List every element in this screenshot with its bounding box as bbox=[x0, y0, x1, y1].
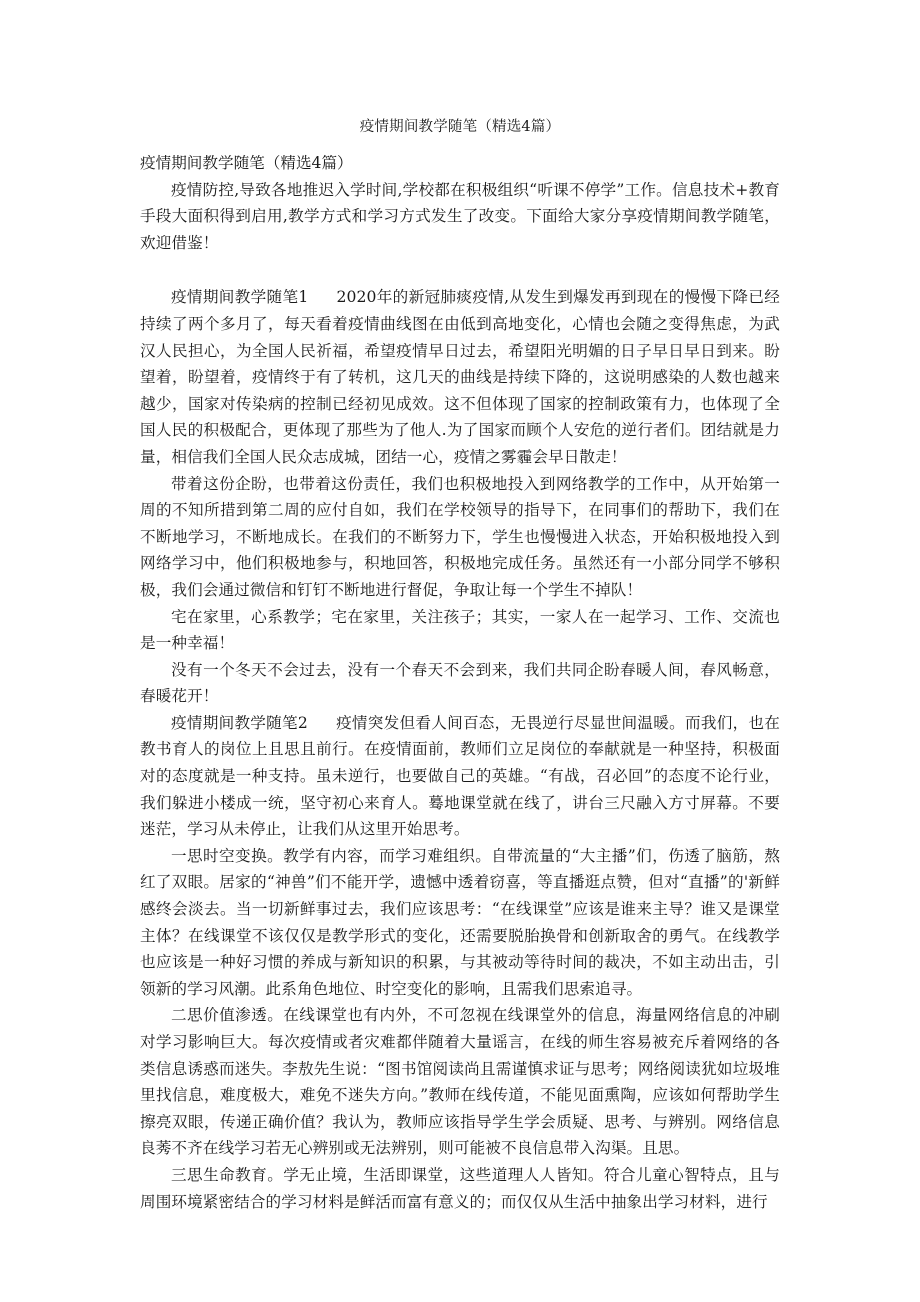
essay-1-paragraph-3: 宅在家里，心系教学；宅在家里，关注孩子；其实，一家人在一起学习、工作、交流也是一种幸福！ bbox=[140, 607, 780, 653]
essay-1-paragraph-2: 带着这份企盼，也带着这份责任，我们也积极地投入到网络教学的工作中，从开始第一周的不知所措到第二周的应付自如，我们在学校领导的指导下，在同事们的帮助下，我们在不断地学习，不断地成长。在我们的不断努力下，学生也慢慢进入状态，开始积极地投入到网络学习中，他们积极地参与，积地回答，积极地完成任务。虽然还有一小部分同学不够积极，我们会通过微信和钉钉不断地进行督促，争取让每一个学生不掉队！ bbox=[140, 474, 780, 599]
essay-2-heading: 疫情期间教学随笔2 bbox=[171, 713, 308, 732]
essay-2-opening-text: 疫情突发但看人间百态，无畏逆行尽显世间温暖。而我们，也在教书育人的岗位上且思且前行。在疫情面前，教师们立足岗位的奉献就是一种坚持，积极面对的态度就是一种支持。虽未逆行，也要做自己的英雄。“有战，召必回”的态度不论行业，我们躲进小楼成一统，坚守初心来育人。蓦地课堂就在线了，讲台三尺融入方寸屏幕。不要迷茫，学习从未停止，让我们从这里开始思考。 bbox=[140, 713, 780, 839]
essay-2-paragraph-1 bbox=[140, 710, 780, 843]
essay-2-paragraph-3: 二思价值渗透。在线课堂也有内外，不可忽视在线课堂外的信息，海量网络信息的冲刷对学习影响巨大。每次疫情或者灾难都伴随着大量谣言，在线的师生容易被充斥着网络的各类信息诱惑而迷失。李敖先生说：“图书馆阅读尚且需谨慎求证与思考；网络阅读犹如垃圾堆里找信息，难度极大，难免不迷失方向。”教师在线传道，不能见面熏陶，应该如何帮助学生擦亮双眼，传递正确价值？我认为，教师应该指导学生学会质疑、思考、与辨别。网络信息良莠不齐在线学习若无心辨别或无法辨别，则可能被不良信息带入沟渠。且思。 bbox=[140, 1006, 780, 1158]
intro-paragraph: 疫情防控,导致各地推迟入学时间,学校都在积极组织“听课不停学”工作。信息技术+教育手段大面积得到启用,教学方式和学习方式发生了改变。下面给大家分享疫情期间教学随笔，欢迎借鉴！ bbox=[140, 180, 780, 252]
document-body bbox=[140, 150, 780, 1215]
document-subtitle: 疫情期间教学随笔（精选4篇） bbox=[140, 154, 353, 172]
document-title: 疫情期间教学随笔（精选4篇） bbox=[359, 119, 561, 135]
essay-1-opening-text: 2020年的新冠肺痰疫情,从发生到爆发再到现在的慢慢下降已经持续了两个多月了，每天看着疫情曲线图在由低到高地变化，心情也会随之变得焦虑，为武汉人民担心，为全国人民祈福，希望疫情早日过去，希望阳光明媚的日子早日早日到来。盼望着，盼望着，疫情终于有了转机，这几天的曲线是持续下降的，这说明感染的人数也越来越少，国家对传染病的控制已经初见成效。这不但体现了国家的控制政策有力，也体现了全国人民的积极配合，更体现了那些为了他人.为了国家而顾个人安危的逆行者们。团结就是力量，相信我们全国人民众志成城，团结一心，疫情之雾霾会早日散走！ bbox=[140, 288, 780, 466]
essay-2-paragraph-2: 一思时空变换。教学有内容，而学习难组织。自带流量的“大主播”们，伤透了脑筋，熬红了双眼。居家的“神兽”们不能开学，遗憾中透着窃喜，等直播逛点赞，但对“直播”的'新鲜感终会淡去。当一切新鲜事过去，我们应该思考：“在线课堂”应该是谁来主导？谁又是课堂主体？在线课堂不该仅仅是教学形式的变化，还需要脱胎换骨和创新取舍的勇气。在线教学也应该是一种好习惯的养成与新知识的积累，与其被动等待时间的裁决，不如主动出击，引领新的学习风潮。此系角色地位、时空变化的影响，且需我们思索追寻。 bbox=[140, 846, 780, 998]
paragraph-gap bbox=[140, 256, 780, 284]
essay-1-heading: 疫情期间教学随笔1 bbox=[171, 288, 309, 307]
essay-1-paragraph-4: 没有一个冬天不会过去，没有一个春天不会到来，我们共同企盼春暖人间，春风畅意，春暖花开！ bbox=[140, 660, 780, 706]
essay-2-paragraph-4: 三思生命教育。学无止境，生活即课堂，这些道理人人皆知。符合儿童心智特点，且与周围环境紧密结合的学习材料是鲜活而富有意义的；而仅仅从生活中抽象出学习材料，进行 bbox=[140, 1165, 780, 1211]
essay-1-paragraph-1 bbox=[140, 284, 780, 470]
